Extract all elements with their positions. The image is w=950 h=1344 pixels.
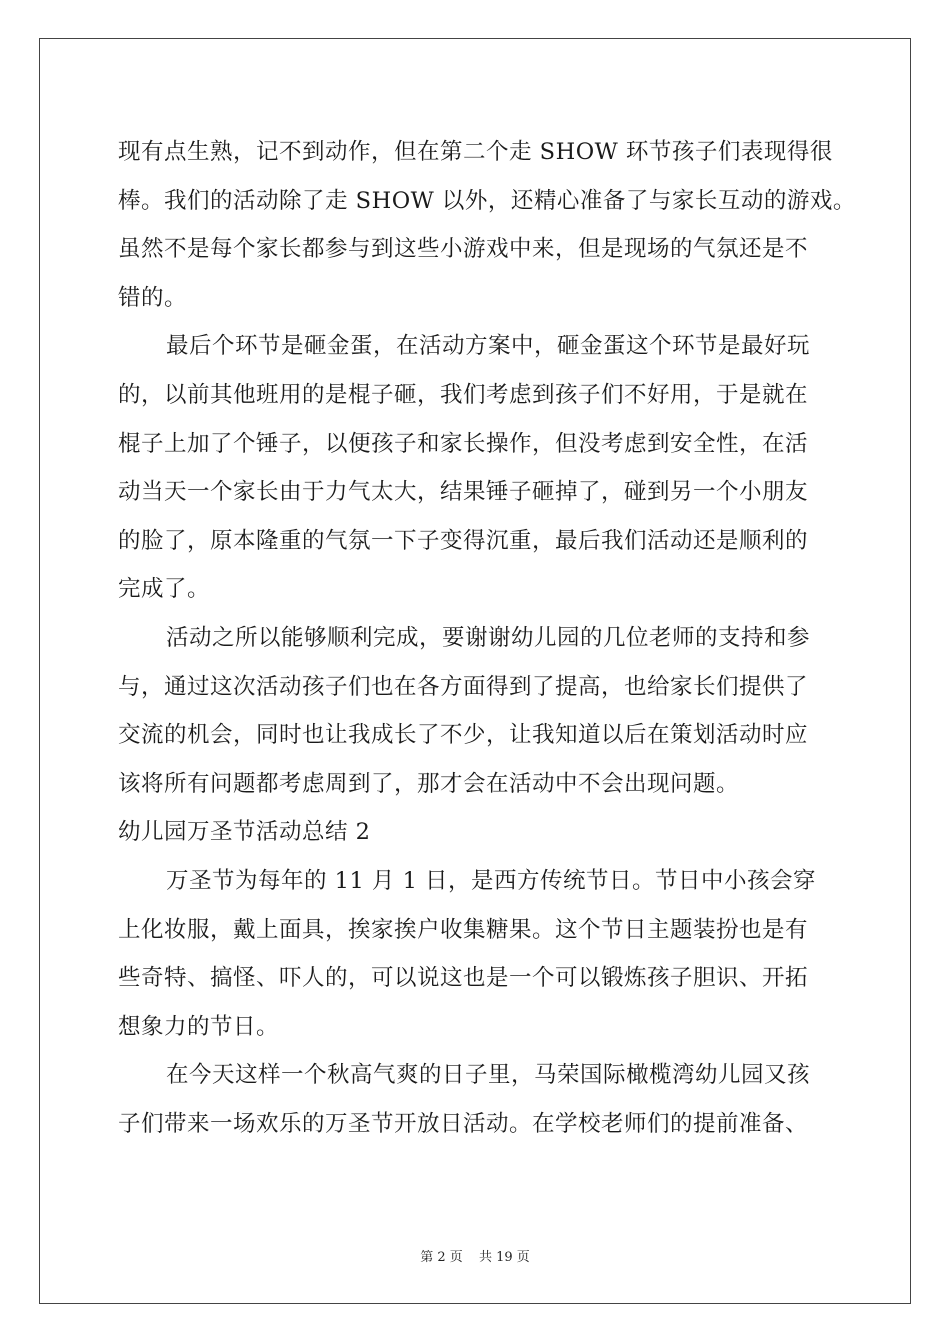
- text-line: 虽然不是每个家长都参与到这些小游戏中来，但是现场的气氛还是不: [118, 236, 809, 263]
- text-line: 与，通过这次活动孩子们也在各方面得到了提高，也给家长们提供了: [118, 673, 809, 700]
- text-line: 想象力的节日。: [118, 1013, 280, 1040]
- current-page-label: 第 2 页: [420, 1250, 463, 1265]
- text-line: 在今天这样一个秋高气爽的日子里，马荣国际橄榄湾幼儿园又孩: [166, 1062, 811, 1089]
- document-body: [118, 128, 856, 1148]
- text-line: 最后个环节是砸金蛋，在活动方案中，砸金蛋这个环节是最好玩: [166, 333, 811, 360]
- text-line: 的，以前其他班用的是棍子砸，我们考虑到孩子们不好用，于是就在: [118, 381, 809, 408]
- text-line: 上化妆服，戴上面具，挨家挨户收集糖果。这个节日主题装扮也是有: [118, 916, 809, 943]
- text-line: 错的。: [118, 284, 188, 311]
- text-line: 完成了。: [118, 576, 211, 603]
- text-line: 棒。我们的活动除了走 SHOW 以外，还精心准备了与家长互动的游戏。: [118, 187, 856, 214]
- total-pages-label: 共 19 页: [478, 1250, 530, 1265]
- text-line: 的脸了，原本隆重的气氛一下子变得沉重，最后我们活动还是顺利的: [118, 527, 809, 554]
- text-line: 现有点生熟，记不到动作，但在第二个走 SHOW 环节孩子们表现得很: [118, 139, 833, 165]
- text-line: 活动之所以能够顺利完成，要谢谢幼儿园的几位老师的支持和参: [166, 624, 811, 651]
- text-line: 动当天一个家长由于力气太大，结果锤子砸掉了，碰到另一个小朋友: [118, 479, 809, 506]
- text-line: 些奇特、搞怪、吓人的，可以说这也是一个可以锻炼孩子胆识、开拓: [118, 965, 809, 992]
- text-line: 幼儿园万圣节活动总结 2: [118, 819, 371, 846]
- text-line: 子们带来一场欢乐的万圣节开放日活动。在学校老师们的提前准备、: [118, 1110, 809, 1137]
- text-line: 棍子上加了个锤子，以便孩子和家长操作，但没考虑到安全性，在活: [118, 430, 809, 457]
- text-line: 该将所有问题都考虑周到了，那才会在活动中不会出现问题。: [118, 770, 740, 797]
- page-footer: [0, 1246, 950, 1265]
- text-line: 万圣节为每年的 11 月 1 日，是西方传统节日。节日中小孩会穿: [166, 867, 817, 894]
- text-line: 交流的机会，同时也让我成长了不少，让我知道以后在策划活动时应: [118, 722, 809, 749]
